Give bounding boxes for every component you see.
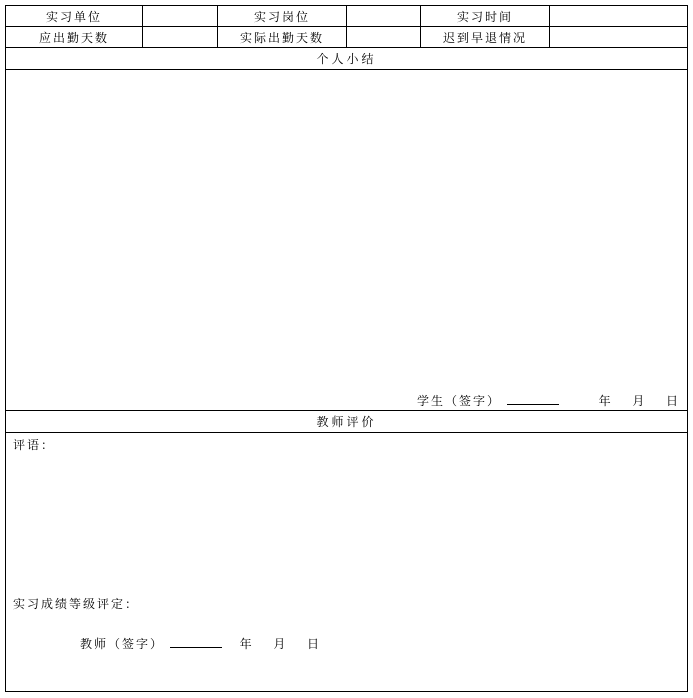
student-signature-line [417, 392, 680, 409]
post-label: 实习岗位 [218, 6, 347, 26]
evaluation-day-label: 日 [307, 637, 322, 651]
summary-title: 个人小结 [6, 48, 687, 70]
actual-days-field[interactable] [347, 27, 421, 47]
summary-day-label: 日 [665, 394, 680, 408]
evaluation-content-area[interactable] [6, 433, 687, 691]
summary-month-label: 月 [632, 394, 647, 408]
unit-label: 实习单位 [6, 6, 143, 26]
teacher-sign-label: 教师（签字） [80, 637, 165, 651]
time-value-field[interactable] [550, 6, 687, 26]
student-sign-blank[interactable] [507, 404, 559, 405]
summary-year-label: 年 [598, 394, 613, 408]
time-label: 实习时间 [421, 6, 550, 26]
student-sign-label: 学生（签字） [416, 394, 501, 408]
required-days-field[interactable] [143, 27, 218, 47]
post-value-field[interactable] [347, 6, 421, 26]
actual-days-label: 实际出勤天数 [218, 27, 347, 47]
info-row-1 [6, 6, 687, 27]
unit-value-field[interactable] [143, 6, 218, 26]
evaluation-month-label: 月 [273, 637, 288, 651]
grade-label: 实习成绩等级评定： [13, 597, 140, 611]
required-days-label: 应出勤天数 [6, 27, 143, 47]
evaluation-title: 教师评价 [6, 411, 687, 433]
late-field[interactable] [550, 27, 687, 47]
info-row-2 [6, 27, 687, 48]
teacher-signature-line [80, 635, 321, 652]
late-label: 迟到早退情况 [421, 27, 550, 47]
teacher-sign-blank[interactable] [170, 647, 222, 648]
comment-label: 评语： [13, 438, 56, 452]
evaluation-year-label: 年 [239, 637, 254, 651]
internship-evaluation-form [5, 5, 688, 692]
summary-content-area[interactable] [6, 70, 687, 411]
